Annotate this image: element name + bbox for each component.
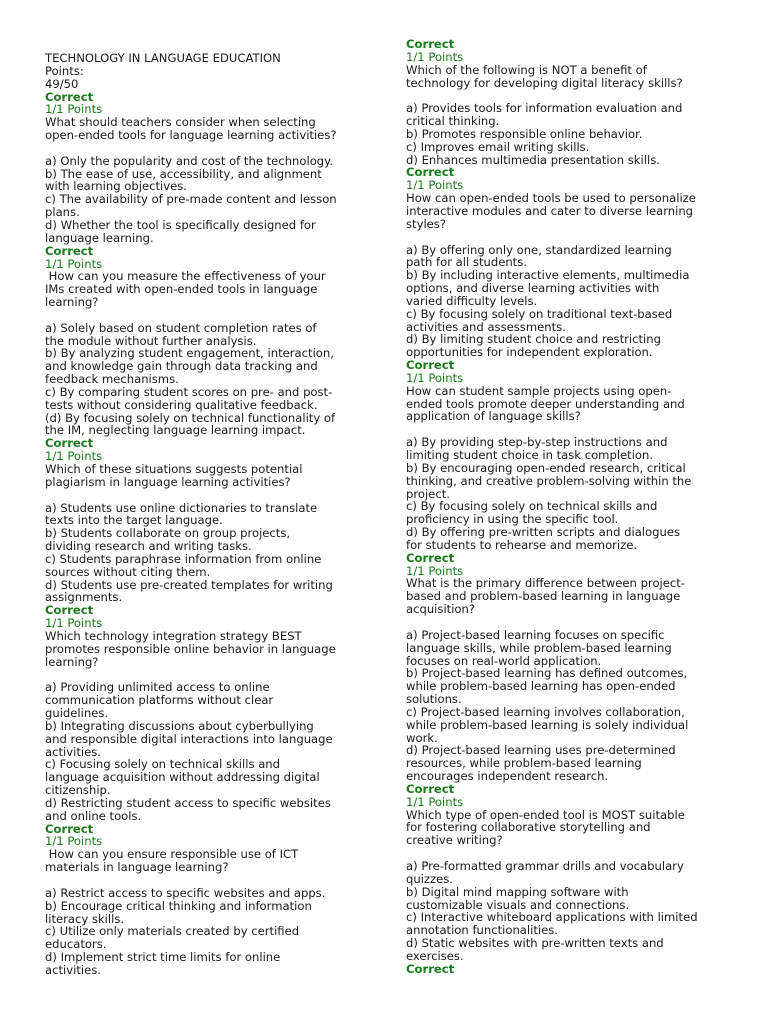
question-text-line: activities. <box>45 962 101 977</box>
question-text-line: thinking, and creative problem-solving within the <box>406 473 692 488</box>
question-text-line: How can you measure the effectiveness of your <box>45 269 326 284</box>
question-text-line: critical thinking. <box>406 114 500 129</box>
question-text-line: and online tools. <box>45 808 142 823</box>
question-text-line: d) Project-based learning uses pre-determined <box>406 743 676 758</box>
question-text-line: materials in language learning? <box>45 860 229 875</box>
question-text-line: promotes responsible online behavior in language <box>45 641 336 656</box>
question-text-line: b) Digital mind mapping software with <box>406 884 629 899</box>
question-text-line: What should teachers consider when selecting <box>45 115 316 130</box>
correct-label: Correct <box>406 781 455 796</box>
question-text-line: b) The ease of use, accessibility, and alignment <box>45 166 322 181</box>
question-text-line: styles? <box>406 216 446 231</box>
question-text-line: acquisition? <box>406 602 476 617</box>
question-text-line: language skills, while problem-based learning <box>406 640 672 655</box>
correct-label: Correct <box>406 961 455 976</box>
question-text-line: texts into the target language. <box>45 513 223 528</box>
question-text-line: a) Pre-formatted grammar drills and vocabulary <box>406 859 684 873</box>
question-text-line: tests without considering qualitative feedback. <box>45 397 318 412</box>
blank-line <box>406 616 736 629</box>
question-text-line: path for all students. <box>406 255 527 270</box>
question-text-line: What is the primary difference between project- <box>406 576 685 591</box>
question-text-line: exercises. <box>406 948 464 963</box>
question-text-line: feedback mechanisms. <box>45 372 179 387</box>
question-text-line: sources without citing them. <box>45 564 211 579</box>
question-text-line: c) The availability of pre-made content and lesson <box>45 192 337 207</box>
points-score: 1/1 Points <box>45 834 103 849</box>
question-text-line: d) Static websites with pre-written texts and <box>406 936 664 951</box>
question-text-line: proficiency in using the specific tool. <box>406 512 619 527</box>
points-score: 1/1 Points <box>45 449 103 464</box>
question-text-line: while problem-based learning is solely individual <box>406 717 689 732</box>
blank-line <box>45 874 375 887</box>
points-score: 1/1 Points <box>406 794 464 809</box>
question-text-line: How can student sample projects using open- <box>406 383 672 398</box>
question-text-line: based and problem-based learning in language <box>406 589 681 604</box>
question-text-line: c) Focusing solely on technical skills and <box>45 757 280 772</box>
points-score: 1/1 Points <box>406 178 464 193</box>
question-text-line: encourages independent research. <box>406 769 609 784</box>
question-text-line: activities and assessments. <box>406 319 566 334</box>
points-score: 1/1 Points <box>406 563 464 578</box>
question-text-line: creative writing? <box>406 833 503 848</box>
question-text-line: with learning objectives. <box>45 179 187 194</box>
question-text-line: communication platforms without clear <box>45 693 274 708</box>
question-text-line: while problem-based learning has open-ended <box>406 679 676 694</box>
question-text-line: d) Whether the tool is specifically designed for <box>45 217 316 232</box>
question-text-line: c) Utilize only materials created by certified <box>45 924 300 939</box>
question-text-line: language acquisition without addressing digital <box>45 770 320 785</box>
question-text-line: b) By analyzing student engagement, interaction, <box>45 346 334 361</box>
question-text-line: d) By limiting student choice and restricting <box>406 332 661 347</box>
correct-label: Correct <box>406 165 455 180</box>
question-text-line: c) Improves email writing skills. <box>406 139 590 154</box>
blank-line <box>45 309 375 322</box>
question-text-line: c) By comparing student scores on pre- and post- <box>45 384 333 399</box>
question-text-line: a) Solely based on student completion rates of <box>45 320 317 335</box>
question-text-line: Which type of open-ended tool is MOST suitable <box>406 807 685 822</box>
question-text-line: b) Integrating discussions about cyberbullying <box>45 718 314 733</box>
document-title: TECHNOLOGY IN LANGUAGE EDUCATION <box>45 51 281 65</box>
correct-label: Correct <box>406 358 455 373</box>
question-text-line: IMs created with open-ended tools in language <box>45 282 318 297</box>
question-text-line: b) By encouraging open-ended research, critical <box>406 460 686 475</box>
question-text-line: varied difficulty levels. <box>406 293 538 308</box>
question-text-line: d) Restricting student access to specific websites <box>45 795 331 810</box>
points-score: 1/1 Points <box>45 616 103 631</box>
points-label: Points: <box>45 63 84 78</box>
question-text-line: plagiarism in language learning activities? <box>45 474 291 489</box>
question-text-line: language learning. <box>45 230 154 245</box>
question-text-line: customizable visuals and connections. <box>406 897 630 912</box>
blank-line <box>45 489 375 502</box>
question-text-line: interactive modules and cater to diverse learning <box>406 203 694 218</box>
question-text-line: d) Implement strict time limits for online <box>45 950 281 965</box>
question-text-line: b) Students collaborate on group projects, <box>45 526 291 541</box>
question-text-line: dividing research and writing tasks. <box>45 539 252 554</box>
question-text-line: application of language skills? <box>406 409 581 424</box>
question-text-line: options, and diverse learning activities with <box>406 281 660 296</box>
question-text-line: d) Students use pre-created templates for writing <box>45 577 333 592</box>
question-text-line: and responsible digital interactions into language <box>45 731 333 746</box>
question-text-line: How can you ensure responsible use of ICT <box>45 847 299 862</box>
question-text-line: a) Provides tools for information evaluation and <box>406 101 683 116</box>
question-text-line: ended tools promote deeper understanding and <box>406 396 685 411</box>
question-text-line: b) Project-based learning has defined outcomes, <box>406 666 688 681</box>
question-text-line: a) Providing unlimited access to online <box>45 680 270 695</box>
question-text-line: a) By offering only one, standardized learning <box>406 242 672 257</box>
question-text-line: opportunities for independent exploration. <box>406 345 653 360</box>
question-text-line: focuses on real-world application. <box>406 653 602 668</box>
question-text-line: the module without further analysis. <box>45 333 257 348</box>
question-text-line: a) Project-based learning focuses on specific <box>406 627 665 642</box>
question-text-line: learning? <box>45 295 99 310</box>
points-score: 1/1 Points <box>406 370 464 385</box>
question-text-line: annotation functionalities. <box>406 923 558 938</box>
question-text-line: How can open-ended tools be used to personalize <box>406 191 696 206</box>
correct-label: Correct <box>406 37 455 51</box>
correct-label: Correct <box>45 89 94 104</box>
question-text-line: Which of these situations suggests potential <box>45 462 303 476</box>
question-text-line: c) Students paraphrase information from online <box>45 551 322 566</box>
question-text-line: activities. <box>45 744 101 759</box>
blank-line <box>45 142 375 155</box>
question-text-line: d) By offering pre-written scripts and dialogues <box>406 525 680 540</box>
correct-label: Correct <box>406 550 455 565</box>
question-text-line: plans. <box>45 205 80 220</box>
question-text-line: a) Only the popularity and cost of the technology. <box>45 153 334 168</box>
points-score: 1/1 Points <box>45 102 103 117</box>
question-text-line: assignments. <box>45 590 123 605</box>
points-value: 49/50 <box>45 76 79 91</box>
question-text-line: a) Students use online dictionaries to translate <box>45 500 318 515</box>
question-text-line: and knowledge gain through data tracking and <box>45 359 318 374</box>
question-text-line: c) By focusing solely on technical skills and <box>406 499 658 514</box>
question-text-line: b) Promotes responsible online behavior. <box>406 126 643 141</box>
question-text-line: Which technology integration strategy BEST <box>45 628 302 643</box>
question-text-line: for students to rehearse and memorize. <box>406 537 638 552</box>
question-text-line: technology for developing digital literacy skills? <box>406 75 683 90</box>
question-text-line: citizenship. <box>45 783 111 798</box>
question-text-line: open-ended tools for language learning activities? <box>45 128 337 143</box>
blank-line <box>406 231 736 244</box>
question-text-line: for fostering collaborative storytelling and <box>406 820 651 835</box>
question-text-line: a) Restrict access to specific websites and apps. <box>45 885 326 900</box>
left-column <box>45 52 375 977</box>
right-column <box>406 38 736 976</box>
question-text-line: quizzes. <box>406 871 453 886</box>
correct-label: Correct <box>45 603 94 618</box>
question-text-line: a) By providing step-by-step instructions and <box>406 435 668 450</box>
question-text-line: educators. <box>45 937 107 952</box>
question-text-line: (d) By focusing solely on technical functionality of <box>45 410 336 425</box>
question-text-line: c) Interactive whiteboard applications with limited <box>406 910 698 925</box>
correct-label: Correct <box>45 436 94 451</box>
question-text-line: guidelines. <box>45 706 109 721</box>
question-text-line: c) By focusing solely on traditional text-based <box>406 306 673 321</box>
correct-label: Correct <box>45 821 94 836</box>
points-score: 1/1 Points <box>45 256 103 271</box>
question-text-line: limiting student choice in task completion. <box>406 448 654 462</box>
question-text-line: b) Encourage critical thinking and information <box>45 898 312 913</box>
question-text-line: the IM, neglecting language learning impact. <box>45 423 306 438</box>
question-text-line: project. <box>406 486 450 501</box>
question-text-line: solutions. <box>406 692 462 707</box>
question-text-line: literacy skills. <box>45 911 125 926</box>
question-text-line: b) By including interactive elements, multimedia <box>406 268 690 283</box>
question-text-line: c) Project-based learning involves collaboration, <box>406 704 685 719</box>
question-text-line: d) Enhances multimedia presentation skills. <box>406 152 660 167</box>
correct-label: Correct <box>45 243 94 258</box>
question-text-line: learning? <box>45 654 99 669</box>
question-text-line: resources, while problem-based learning <box>406 756 642 771</box>
points-score: 1/1 Points <box>406 49 464 64</box>
question-text-line: work. <box>406 730 438 745</box>
question-text-line: Which of the following is NOT a benefit of <box>406 62 647 77</box>
